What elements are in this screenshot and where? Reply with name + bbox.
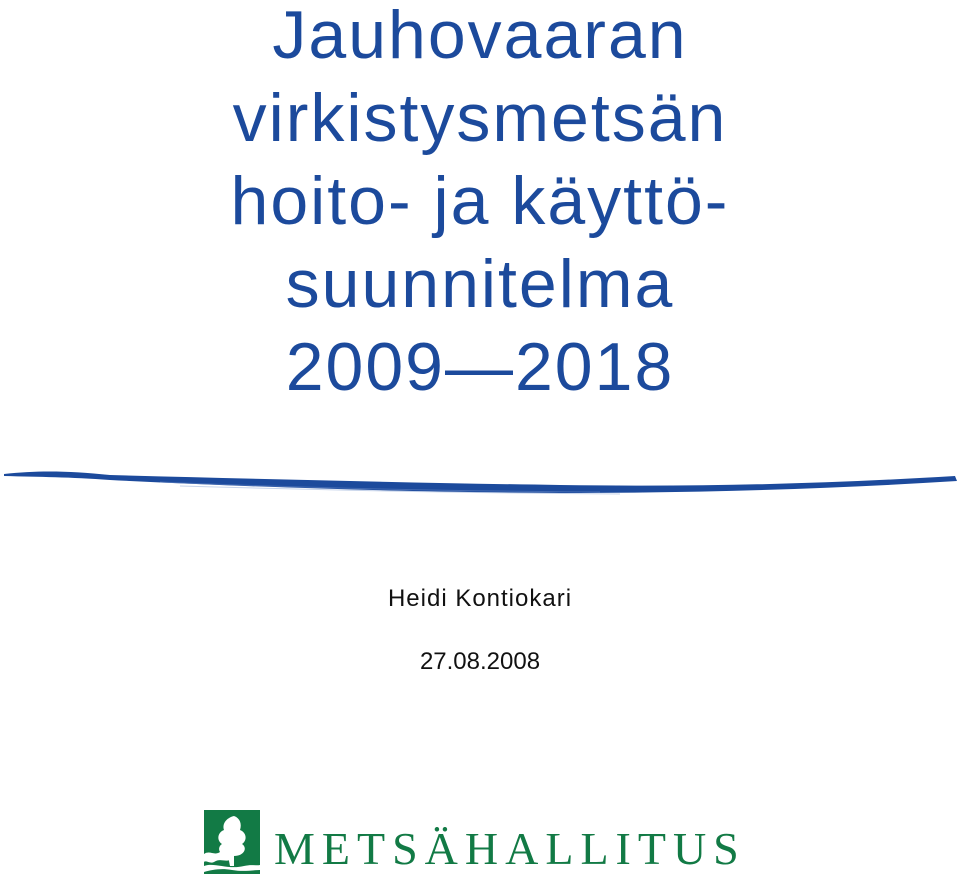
logo-wordmark: METSÄHALLITUS bbox=[274, 823, 746, 874]
tree-landscape-icon bbox=[204, 810, 260, 874]
title-line-3: hoito- ja käyttö- bbox=[230, 163, 730, 239]
brush-stroke-divider bbox=[0, 462, 960, 502]
title-line-4: suunnitelma bbox=[285, 246, 675, 322]
title-line-2: virkistysmetsän bbox=[232, 80, 728, 156]
metsahallitus-logo bbox=[204, 810, 764, 876]
author-name: Heidi Kontiokari bbox=[387, 585, 573, 612]
title-line-1: Jauhovaaran bbox=[272, 0, 688, 73]
document-date: 27.08.2008 bbox=[419, 648, 541, 675]
title-line-5: 2009—2018 bbox=[285, 329, 675, 405]
document-title bbox=[0, 0, 960, 409]
